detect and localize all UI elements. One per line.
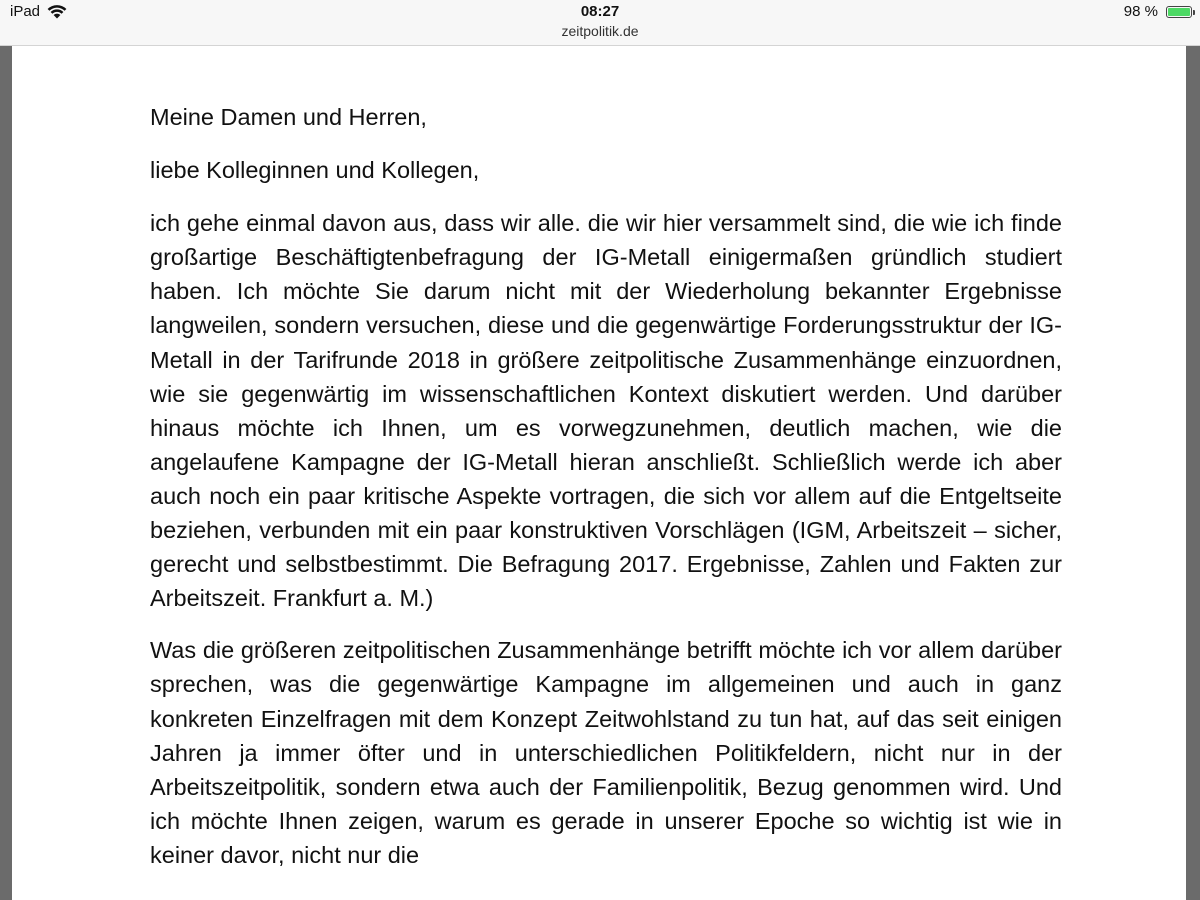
salutation-line: Meine Damen und Herren, xyxy=(150,104,427,130)
document-page[interactable] xyxy=(12,46,1186,900)
status-bar xyxy=(0,0,1200,46)
battery-percent: 98 % xyxy=(1123,3,1158,20)
body-paragraph: Was die größeren zeitpolitischen Zusammenhänge betrifft möchte ich vor allem darüber sprechen, was die gegenwärtige Kampagne im allgemeinen und auch in ganz konkreten Einzelfragen mit dem Konzept Zeitwohlstand zu tun hat, auf das seit einigen Jahren ja immer öfter und in unterschiedlichen Politikfeldern, nicht nur in der Arbeitszeitpolitik, sondern etwa auch der Familienpolitik, Bezug genommen wird. Und ich möchte Ihnen zeigen, warum es gerade in unserer Epoche so wichtig ist wie in keiner davor, nicht nur die xyxy=(150,637,1062,868)
status-right xyxy=(1124,3,1192,20)
salutation-line: liebe Kolleginnen und Kollegen, xyxy=(150,157,480,184)
battery-level xyxy=(1168,8,1190,16)
url-label[interactable]: zeitpolitik.de xyxy=(561,23,639,39)
clock: 08:27 xyxy=(580,3,620,20)
document-content xyxy=(150,100,1062,890)
battery-icon xyxy=(1166,6,1192,18)
body-paragraph: ich gehe einmal davon aus, dass wir alle. die wir hier versammelt sind, die wie ich finde großartige Beschäftigtenbefragung der IG-Metall einigermaßen gründlich studiert haben. Ich möchte Sie darum nicht mit der Wiederholung bekannter Ergebnisse langweilen, sondern versuchen, diese und die gegenwärtige Forderungsstruktur der IG-Metall in der Tarifrunde 2018 in größere zeitpolitische Zusammenhänge einzuordnen, wie sie gegenwärtig im wissenschaftlichen Kontext diskutiert werden. Und darüber hinaus möchte ich Ihnen, um es vorwegzunehmen, deutlich machen, wie die angelaufene Kampagne der IG-Metall hieran anschließt. Schließlich werde ich aber auch noch ein paar kritische Aspekte vortragen, die sich vor allem auf die Entgeltseite beziehen, verbunden mit ein paar konstruktiven Vorschlägen (IGM, Arbeitszeit – sicher, gerecht und selbstbestimmt. Die Befragung 2017. Ergebnisse, Zahlen und Fakten zur Arbeitszeit. Frankfurt a. M.) xyxy=(150,210,1062,612)
device-label: iPad xyxy=(10,3,41,20)
